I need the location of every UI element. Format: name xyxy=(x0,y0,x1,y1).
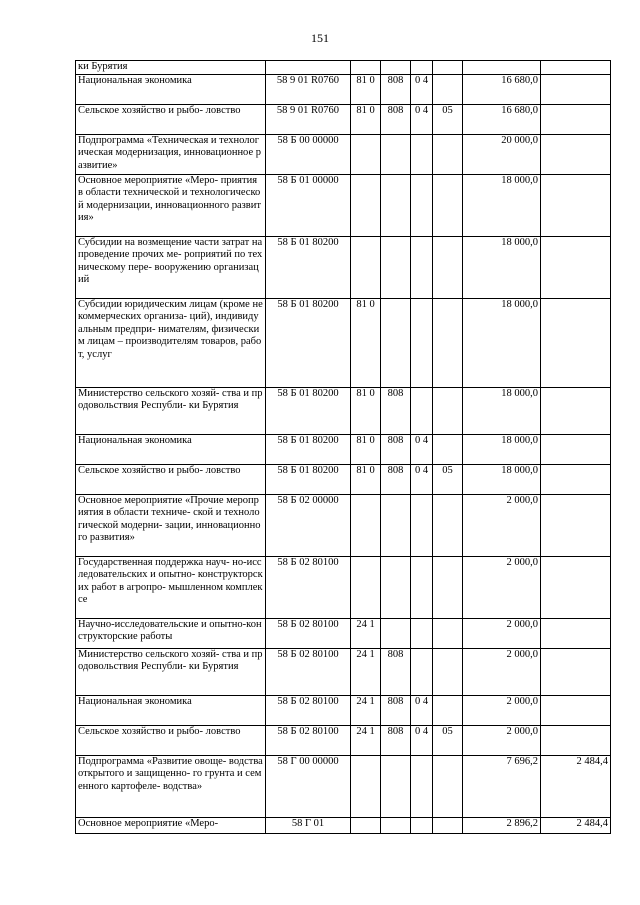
cell-name: Министерство сельского хозяй- ства и продовольствия Республи- ки Бурятия xyxy=(76,648,266,695)
cell-sum-2 xyxy=(541,104,611,134)
cell-name: Министерство сельского хозяй- ства и продовольствия Республи- ки Бурятия xyxy=(76,387,266,434)
cell-grbs: 808 xyxy=(381,464,411,494)
cell-grbs xyxy=(381,556,411,618)
cell-pr: 05 xyxy=(433,104,463,134)
cell-sum-1: 18 000,0 xyxy=(463,298,541,387)
cell-sum-1 xyxy=(463,61,541,75)
cell-rz xyxy=(411,556,433,618)
cell-pr xyxy=(433,134,463,174)
cell-rz: 0 4 xyxy=(411,434,433,464)
cell-csr: 58 9 01 R0760 xyxy=(266,104,351,134)
table-row xyxy=(76,104,611,134)
cell-pr xyxy=(433,74,463,104)
cell-name: Субсидии на возмещение части затрат на проведение прочих ме- роприятий по техническому пере- вооружению организаций xyxy=(76,236,266,298)
cell-sum-2 xyxy=(541,298,611,387)
cell-csr: 58 Б 02 80100 xyxy=(266,695,351,725)
cell-sum-2 xyxy=(541,434,611,464)
cell-rz: 0 4 xyxy=(411,464,433,494)
table-row xyxy=(76,494,611,556)
cell-csr: 58 Б 02 80100 xyxy=(266,618,351,648)
cell-rz: 0 4 xyxy=(411,695,433,725)
cell-grbs xyxy=(381,755,411,817)
cell-pr xyxy=(433,695,463,725)
cell-csr: 58 Б 01 00000 xyxy=(266,174,351,236)
cell-pr xyxy=(433,648,463,695)
table-row xyxy=(76,434,611,464)
cell-vr xyxy=(351,174,381,236)
cell-sum-2 xyxy=(541,725,611,755)
cell-name: Сельское хозяйство и рыбо- ловство xyxy=(76,464,266,494)
cell-rz xyxy=(411,236,433,298)
cell-csr: 58 Б 01 80200 xyxy=(266,434,351,464)
table-row xyxy=(76,61,611,75)
cell-rz xyxy=(411,494,433,556)
cell-sum-2 xyxy=(541,174,611,236)
cell-rz xyxy=(411,817,433,833)
cell-name: Национальная экономика xyxy=(76,695,266,725)
cell-pr xyxy=(433,174,463,236)
cell-grbs xyxy=(381,817,411,833)
cell-sum-1: 18 000,0 xyxy=(463,387,541,434)
cell-name: Подпрограмма «Развитие овоще- водства открытого и защищенно- го грунта и семенного картофеле- водства» xyxy=(76,755,266,817)
cell-sum-2: 2 484,4 xyxy=(541,755,611,817)
cell-sum-2 xyxy=(541,494,611,556)
table-row xyxy=(76,556,611,618)
cell-csr: 58 Б 01 80200 xyxy=(266,387,351,434)
cell-name: Сельское хозяйство и рыбо- ловство xyxy=(76,725,266,755)
cell-pr xyxy=(433,61,463,75)
cell-rz xyxy=(411,61,433,75)
cell-pr xyxy=(433,817,463,833)
cell-sum-2: 2 484,4 xyxy=(541,817,611,833)
cell-sum-1: 18 000,0 xyxy=(463,464,541,494)
cell-grbs xyxy=(381,236,411,298)
cell-sum-1: 18 000,0 xyxy=(463,434,541,464)
cell-pr xyxy=(433,618,463,648)
cell-csr: 58 Б 02 80100 xyxy=(266,556,351,618)
cell-csr: 58 Б 00 00000 xyxy=(266,134,351,174)
cell-grbs: 808 xyxy=(381,695,411,725)
cell-pr xyxy=(433,298,463,387)
table-row xyxy=(76,236,611,298)
cell-grbs: 808 xyxy=(381,434,411,464)
cell-rz xyxy=(411,387,433,434)
cell-sum-1: 16 680,0 xyxy=(463,74,541,104)
cell-pr xyxy=(433,755,463,817)
table-row xyxy=(76,755,611,817)
cell-rz xyxy=(411,298,433,387)
cell-vr xyxy=(351,61,381,75)
cell-vr xyxy=(351,817,381,833)
table-row xyxy=(76,648,611,695)
cell-name: Государственная поддержка науч- но-исследовательских и опытно- конструкторских работ в агропро- мышленном комплексе xyxy=(76,556,266,618)
cell-vr: 81 0 xyxy=(351,104,381,134)
table-row xyxy=(76,74,611,104)
cell-pr xyxy=(433,494,463,556)
cell-name: Сельское хозяйство и рыбо- ловство xyxy=(76,104,266,134)
cell-sum-2 xyxy=(541,387,611,434)
cell-vr: 24 1 xyxy=(351,618,381,648)
page-number: 151 xyxy=(311,31,329,45)
cell-sum-1: 2 000,0 xyxy=(463,618,541,648)
cell-vr: 81 0 xyxy=(351,387,381,434)
cell-vr xyxy=(351,755,381,817)
cell-sum-2 xyxy=(541,134,611,174)
cell-sum-2 xyxy=(541,61,611,75)
cell-sum-1: 2 896,2 xyxy=(463,817,541,833)
cell-grbs: 808 xyxy=(381,648,411,695)
cell-sum-2 xyxy=(541,695,611,725)
cell-vr xyxy=(351,236,381,298)
cell-sum-1: 2 000,0 xyxy=(463,725,541,755)
cell-name: Основное мероприятие «Меро- приятия в области технической и технологической модернизации, инновационного развития» xyxy=(76,174,266,236)
cell-sum-2 xyxy=(541,556,611,618)
cell-rz xyxy=(411,174,433,236)
cell-grbs xyxy=(381,618,411,648)
cell-name: Научно-исследовательские и опытно-конструкторские работы xyxy=(76,618,266,648)
cell-name: Основное мероприятие «Прочие мероприятия в области техниче- ской и технологической модерни- зации, инновационного развития» xyxy=(76,494,266,556)
cell-sum-2 xyxy=(541,236,611,298)
cell-name: Основное мероприятие «Меро- xyxy=(76,817,266,833)
cell-rz xyxy=(411,648,433,695)
cell-grbs: 808 xyxy=(381,104,411,134)
cell-name: Национальная экономика xyxy=(76,434,266,464)
cell-grbs xyxy=(381,298,411,387)
cell-sum-2 xyxy=(541,74,611,104)
budget-table xyxy=(75,60,611,834)
cell-vr xyxy=(351,494,381,556)
table-row xyxy=(76,298,611,387)
cell-rz: 0 4 xyxy=(411,104,433,134)
cell-pr xyxy=(433,387,463,434)
cell-sum-1: 2 000,0 xyxy=(463,648,541,695)
table-row xyxy=(76,817,611,833)
cell-grbs xyxy=(381,134,411,174)
cell-rz: 0 4 xyxy=(411,74,433,104)
cell-grbs xyxy=(381,174,411,236)
cell-csr: 58 Б 02 00000 xyxy=(266,494,351,556)
cell-pr xyxy=(433,236,463,298)
cell-csr: 58 Б 01 80200 xyxy=(266,236,351,298)
cell-sum-1: 18 000,0 xyxy=(463,174,541,236)
table-row xyxy=(76,134,611,174)
cell-csr: 58 Б 02 80100 xyxy=(266,648,351,695)
cell-rz xyxy=(411,134,433,174)
cell-grbs xyxy=(381,494,411,556)
cell-vr xyxy=(351,556,381,618)
cell-vr: 24 1 xyxy=(351,725,381,755)
cell-vr xyxy=(351,134,381,174)
cell-pr xyxy=(433,434,463,464)
cell-grbs: 808 xyxy=(381,387,411,434)
cell-name: Субсидии юридическим лицам (кроме некоммерческих организа- ций), индивидуальным предпри- нимателям, физическим лицам – производителям товаров, работ, услуг xyxy=(76,298,266,387)
cell-csr: 58 Г 00 00000 xyxy=(266,755,351,817)
cell-sum-1: 20 000,0 xyxy=(463,134,541,174)
cell-csr: 58 Б 01 80200 xyxy=(266,298,351,387)
cell-rz xyxy=(411,618,433,648)
cell-pr: 05 xyxy=(433,464,463,494)
cell-sum-2 xyxy=(541,648,611,695)
cell-rz: 0 4 xyxy=(411,725,433,755)
cell-pr: 05 xyxy=(433,725,463,755)
table-row xyxy=(76,387,611,434)
table-row xyxy=(76,464,611,494)
cell-name: Национальная экономика xyxy=(76,74,266,104)
cell-csr: 58 Г 01 xyxy=(266,817,351,833)
table-row xyxy=(76,618,611,648)
cell-sum-1: 2 000,0 xyxy=(463,556,541,618)
cell-pr xyxy=(433,556,463,618)
table-row xyxy=(76,725,611,755)
table-row xyxy=(76,174,611,236)
cell-csr: 58 Б 02 80100 xyxy=(266,725,351,755)
cell-vr: 24 1 xyxy=(351,695,381,725)
cell-name: ки Бурятия xyxy=(76,61,266,75)
cell-csr: 58 9 01 R0760 xyxy=(266,74,351,104)
cell-grbs: 808 xyxy=(381,725,411,755)
cell-sum-1: 7 696,2 xyxy=(463,755,541,817)
cell-vr: 81 0 xyxy=(351,298,381,387)
table-row xyxy=(76,695,611,725)
cell-sum-2 xyxy=(541,618,611,648)
cell-csr: 58 Б 01 80200 xyxy=(266,464,351,494)
cell-sum-1: 16 680,0 xyxy=(463,104,541,134)
cell-vr: 81 0 xyxy=(351,74,381,104)
cell-sum-1: 18 000,0 xyxy=(463,236,541,298)
cell-vr: 24 1 xyxy=(351,648,381,695)
cell-grbs xyxy=(381,61,411,75)
cell-csr xyxy=(266,61,351,75)
cell-sum-1: 2 000,0 xyxy=(463,695,541,725)
cell-name: Подпрограмма «Техническая и технологическая модернизация, инновационное развитие» xyxy=(76,134,266,174)
cell-vr: 81 0 xyxy=(351,434,381,464)
cell-rz xyxy=(411,755,433,817)
cell-grbs: 808 xyxy=(381,74,411,104)
cell-sum-2 xyxy=(541,464,611,494)
cell-vr: 81 0 xyxy=(351,464,381,494)
cell-sum-1: 2 000,0 xyxy=(463,494,541,556)
